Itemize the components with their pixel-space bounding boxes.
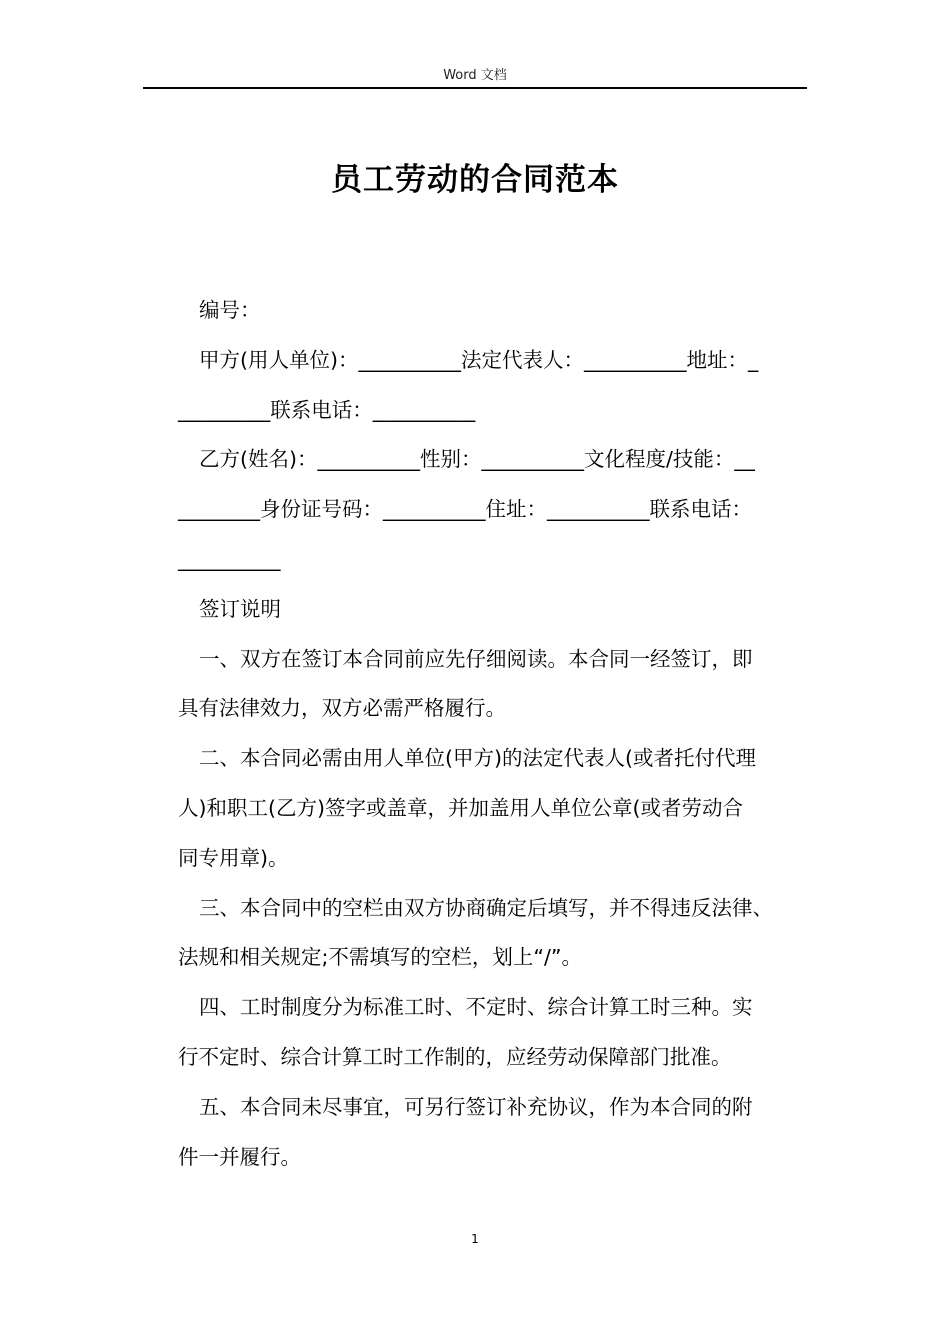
page-header-label: Word 文档	[443, 68, 507, 83]
note-5-line-1: 五、本合同未尽事宜，可另行签订补充协议，作为本合同的附	[199, 1094, 753, 1119]
party-b-line-3: __________	[178, 546, 281, 571]
party-b-line-1: 乙方(姓名)：__________性别：__________文化程度/技能：__	[199, 447, 755, 472]
document-body	[178, 286, 818, 1182]
note-4-line-2: 行不定时、综合计算工时工作制的，应经劳动保障部门批准。	[178, 1044, 732, 1069]
note-3-line-1: 三、本合同中的空栏由双方协商确定后填写，并不得违反法律、	[199, 895, 773, 920]
note-3-line-2: 法规和相关规定;不需填写的空栏，划上“/”。	[178, 945, 583, 970]
page-number: 1	[471, 1232, 479, 1246]
document-title: 员工劳动的合同范本	[331, 162, 619, 198]
note-2-line-2: 人)和职工(乙方)签字或盖章，并加盖用人单位公章(或者劳动合	[178, 795, 743, 820]
note-4-line-1: 四、工时制度分为标准工时、不定时、综合计算工时三种。实	[199, 995, 753, 1020]
note-2-line-1: 二、本合同必需由用人单位(甲方)的法定代表人(或者托付代理	[199, 746, 756, 771]
note-1-line-2: 具有法律效力，双方必需严格履行。	[178, 696, 506, 721]
party-a-line-1: 甲方(用人单位)：__________法定代表人：__________地址：_	[199, 347, 759, 372]
party-a-line-2: _________联系电话：__________	[178, 397, 476, 422]
header-divider	[143, 87, 807, 89]
note-5-line-2: 件一并履行。	[178, 1144, 301, 1169]
contract-number-line: 编号：	[199, 298, 261, 322]
note-1-line-1: 一、双方在签订本合同前应先仔细阅读。本合同一经签订，即	[199, 646, 753, 671]
signing-notes-heading: 签订说明	[199, 596, 281, 621]
party-b-line-2: ________身份证号码：__________住址：__________联系电话：	[178, 497, 752, 522]
note-2-line-3: 同专用章)。	[178, 845, 289, 870]
